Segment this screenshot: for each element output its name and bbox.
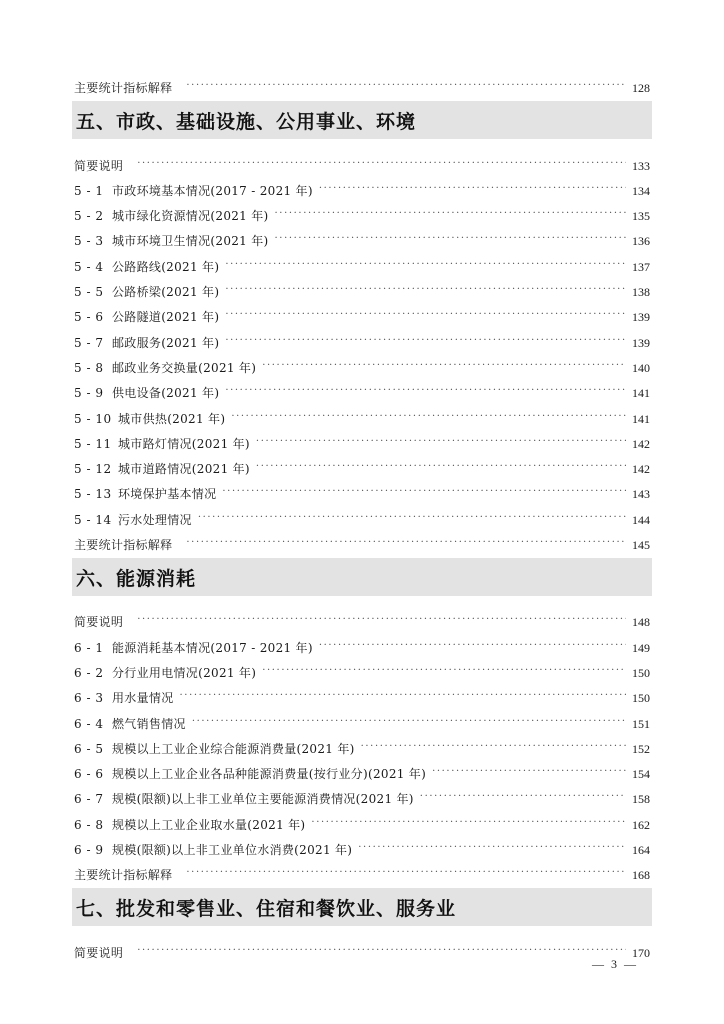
toc-entry-brief[interactable] — [74, 934, 650, 959]
toc-page-number: 145 — [632, 538, 650, 553]
leader-dots — [319, 182, 626, 196]
toc-entry[interactable] — [74, 501, 650, 526]
leader-dots — [225, 308, 626, 322]
leader-dots — [225, 283, 626, 297]
leader-dots — [275, 207, 626, 221]
toc-entry-title: 城市路灯情况(2021 年) — [118, 436, 250, 451]
toc-entry-title: 城市道路情况(2021 年) — [118, 462, 250, 477]
toc-entry-number: 5 - 13 — [74, 487, 112, 502]
toc-entry-number: 5 - 5 — [74, 285, 104, 300]
toc-entry-title: 简要说明 — [74, 158, 124, 173]
toc-entry-title: 用水量情况 — [112, 691, 174, 706]
leader-dots — [198, 511, 626, 525]
toc-entry-title: 城市绿化资源情况(2021 年) — [112, 209, 269, 224]
toc-entry-number: 6 - 4 — [74, 716, 104, 731]
leader-dots — [262, 664, 626, 678]
toc-page-number: 135 — [632, 209, 650, 224]
leader-dots — [275, 232, 626, 246]
toc-entry-number: 5 - 14 — [74, 512, 112, 527]
toc-page-number: 168 — [632, 868, 650, 883]
toc-entry[interactable] — [74, 299, 650, 324]
toc-entry-title: 供电设备(2021 年) — [112, 386, 220, 401]
leader-dots — [137, 944, 626, 958]
leader-dots — [256, 460, 626, 474]
toc-entry[interactable] — [74, 832, 650, 857]
toc-entry-number: 5 - 7 — [74, 335, 104, 350]
toc-page-number: 140 — [632, 360, 650, 375]
toc-entry-number: 5 - 6 — [74, 310, 104, 325]
toc-entry[interactable] — [74, 173, 650, 198]
page-footer-number: — 3 — — [592, 957, 638, 971]
toc-entry-number: 5 - 3 — [74, 234, 104, 249]
toc-entry[interactable] — [74, 756, 650, 781]
toc-page-number: 128 — [632, 81, 650, 96]
toc-page-number: 139 — [632, 335, 650, 350]
toc-page-number: 137 — [632, 259, 650, 274]
leader-dots — [186, 536, 626, 550]
toc-page-number: 142 — [632, 462, 650, 477]
toc-entry-number: 6 - 1 — [74, 640, 104, 655]
toc-entry-brief[interactable] — [74, 147, 650, 172]
toc-entry[interactable] — [74, 248, 650, 273]
leader-dots — [137, 157, 626, 171]
toc-entry[interactable] — [74, 223, 650, 248]
toc-entry-number: 5 - 1 — [74, 183, 104, 198]
toc-entry-number: 6 - 3 — [74, 691, 104, 706]
toc-page-number: 152 — [632, 741, 650, 756]
toc-page-number: 133 — [632, 158, 650, 173]
toc-entry-number: 5 - 12 — [74, 462, 112, 477]
toc-entry-title: 公路桥梁(2021 年) — [112, 285, 220, 300]
toc-entry[interactable] — [74, 324, 650, 349]
toc-entry-number: 6 - 5 — [74, 741, 104, 756]
toc-entry-title: 邮政服务(2021 年) — [112, 335, 220, 350]
leader-dots — [180, 689, 626, 703]
section-heading-6: 六、能源消耗 — [72, 558, 652, 596]
leader-dots — [361, 740, 626, 754]
toc-entry-title: 规模以上工业企业取水量(2021 年) — [112, 817, 306, 832]
toc-entry-number: 5 - 2 — [74, 209, 104, 224]
toc-page-number: 149 — [632, 640, 650, 655]
toc-entry[interactable] — [74, 731, 650, 756]
toc-page-number: 154 — [632, 767, 650, 782]
toc-entry-title: 规模(限额)以上非工业单位主要能源消费情况(2021 年) — [112, 792, 414, 807]
leader-dots — [256, 435, 626, 449]
toc-entry[interactable] — [74, 350, 650, 375]
toc-entry[interactable] — [74, 400, 650, 425]
toc-entry-title: 主要统计指标解释 — [74, 538, 173, 553]
toc-page-number: 142 — [632, 436, 650, 451]
table-of-contents — [74, 70, 650, 960]
leader-dots — [420, 790, 626, 804]
toc-page-number: 134 — [632, 183, 650, 198]
leader-dots — [225, 334, 626, 348]
toc-page-number: 170 — [632, 945, 650, 960]
toc-page-number: 143 — [632, 487, 650, 502]
toc-entry-title: 环境保护基本情况 — [118, 487, 217, 502]
toc-entry[interactable] — [74, 426, 650, 451]
toc-entry-number: 6 - 2 — [74, 665, 104, 680]
toc-entry-indicator-explanation[interactable] — [74, 70, 650, 95]
leader-dots — [186, 79, 626, 93]
toc-page-number: 164 — [632, 843, 650, 858]
toc-entry-title: 分行业用电情况(2021 年) — [112, 665, 257, 680]
leader-dots — [225, 258, 626, 272]
toc-entry-number: 6 - 8 — [74, 817, 104, 832]
toc-entry[interactable] — [74, 680, 650, 705]
leader-dots — [225, 384, 626, 398]
toc-entry-title: 城市供热(2021 年) — [118, 411, 226, 426]
toc-entry[interactable] — [74, 274, 650, 299]
leader-dots — [432, 765, 626, 779]
toc-entry[interactable] — [74, 629, 650, 654]
toc-entry-number: 5 - 9 — [74, 386, 104, 401]
toc-entry-brief[interactable] — [74, 604, 650, 629]
toc-entry-title: 简要说明 — [74, 615, 124, 630]
toc-entry-title: 能源消耗基本情况(2017 - 2021 年) — [112, 640, 313, 655]
leader-dots — [186, 866, 626, 880]
toc-page-number: 151 — [632, 716, 650, 731]
toc-entry[interactable] — [74, 476, 650, 501]
leader-dots — [319, 639, 626, 653]
toc-entry-title: 简要说明 — [74, 945, 124, 960]
toc-entry[interactable] — [74, 198, 650, 223]
toc-entry-number: 6 - 6 — [74, 767, 104, 782]
toc-entry[interactable] — [74, 781, 650, 806]
toc-entry-number: 6 - 9 — [74, 843, 104, 858]
toc-entry[interactable] — [74, 451, 650, 476]
toc-entry-title: 城市环境卫生情况(2021 年) — [112, 234, 269, 249]
toc-page-number: 141 — [632, 386, 650, 401]
toc-entry-title: 污水处理情况 — [118, 512, 192, 527]
toc-page-number: 158 — [632, 792, 650, 807]
toc-entry-number: 5 - 11 — [74, 436, 112, 451]
toc-entry-title: 主要统计指标解释 — [74, 81, 173, 96]
toc-page-number: 150 — [632, 691, 650, 706]
toc-page-number: 138 — [632, 285, 650, 300]
toc-page-number: 150 — [632, 665, 650, 680]
toc-entry-title: 规模以上工业企业综合能源消费量(2021 年) — [112, 741, 355, 756]
toc-entry-title: 规模(限额)以上非工业单位水消费(2021 年) — [112, 843, 353, 858]
leader-dots — [311, 816, 626, 830]
toc-entry-title: 邮政业务交换量(2021 年) — [112, 360, 257, 375]
toc-page-number: 144 — [632, 512, 650, 527]
toc-entry-title: 市政环境基本情况(2017 - 2021 年) — [112, 183, 313, 198]
leader-dots — [262, 359, 626, 373]
toc-entry-title: 公路路线(2021 年) — [112, 259, 220, 274]
toc-entry-number: 5 - 4 — [74, 259, 104, 274]
toc-entry[interactable] — [74, 375, 650, 400]
toc-entry[interactable] — [74, 705, 650, 730]
leader-dots — [231, 410, 626, 424]
toc-entry-title: 规模以上工业企业各品种能源消费量(按行业分)(2021 年) — [112, 767, 427, 782]
leader-dots — [222, 485, 626, 499]
toc-page-number: 141 — [632, 411, 650, 426]
toc-entry-number: 6 - 7 — [74, 792, 104, 807]
toc-entry-title: 公路隧道(2021 年) — [112, 310, 220, 325]
toc-entry[interactable] — [74, 655, 650, 680]
toc-page-number: 148 — [632, 615, 650, 630]
toc-page-number: 136 — [632, 234, 650, 249]
toc-page-number: 162 — [632, 817, 650, 832]
leader-dots — [192, 715, 626, 729]
toc-entry-indicator-explanation[interactable] — [74, 857, 650, 882]
toc-entry-title: 燃气销售情况 — [112, 716, 186, 731]
section-heading-5: 五、市政、基础设施、公用事业、环境 — [72, 101, 652, 139]
leader-dots — [358, 841, 626, 855]
toc-entry-indicator-explanation[interactable] — [74, 527, 650, 552]
toc-page-number: 139 — [632, 310, 650, 325]
toc-entry[interactable] — [74, 806, 650, 831]
leader-dots — [137, 613, 626, 627]
toc-entry-number: 5 - 8 — [74, 360, 104, 375]
section-heading-7: 七、批发和零售业、住宿和餐饮业、服务业 — [72, 888, 652, 926]
toc-entry-title: 主要统计指标解释 — [74, 868, 173, 883]
toc-entry-number: 5 - 10 — [74, 411, 112, 426]
